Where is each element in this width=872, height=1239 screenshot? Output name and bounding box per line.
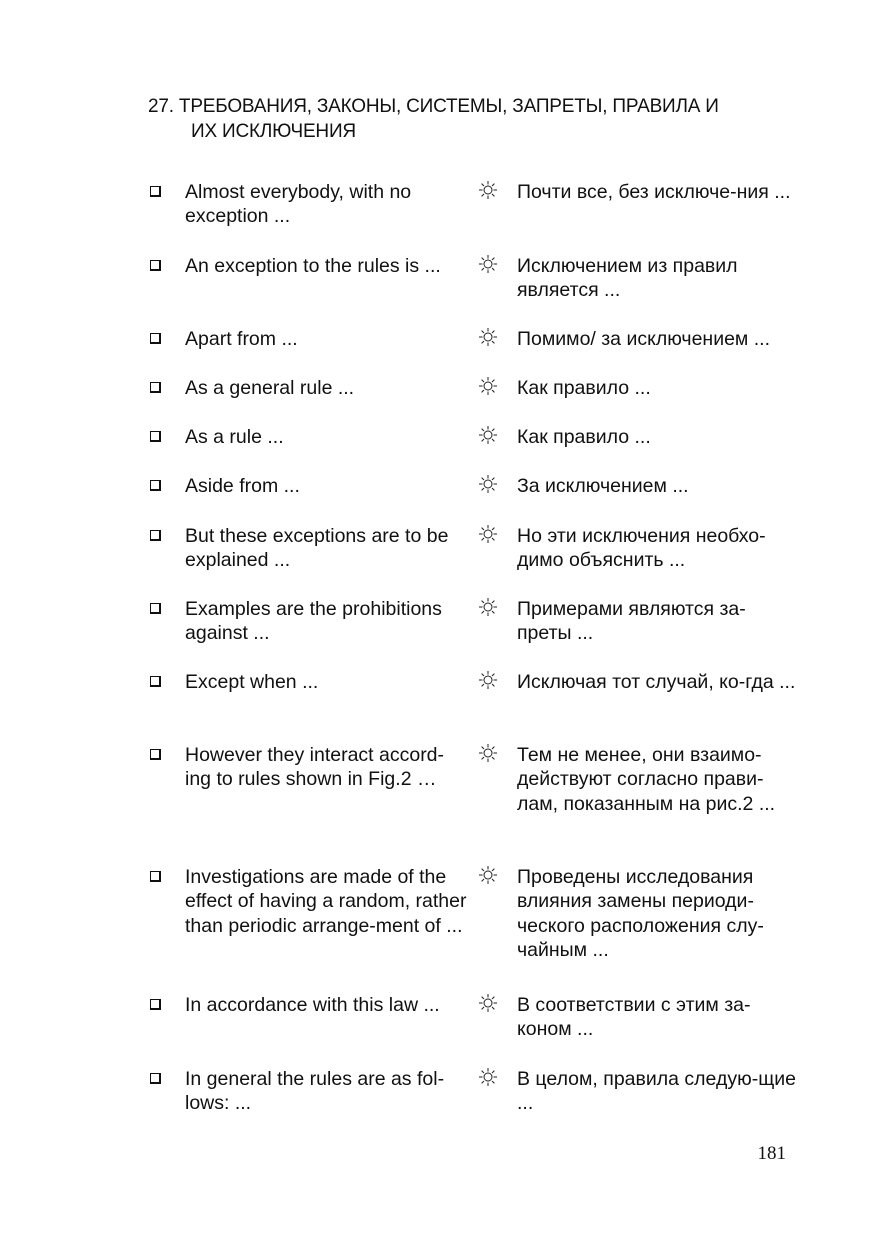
checkbox-icon xyxy=(150,431,161,442)
checkbox-icon xyxy=(150,999,161,1010)
checkbox-icon xyxy=(150,530,161,541)
sun-icon xyxy=(478,670,498,690)
section-title-line-1: ТРЕБОВАНИЯ, ЗАКОНЫ, СИСТЕМЫ, ЗАПРЕТЫ, ПРАВИЛА И xyxy=(178,96,719,117)
english-phrase: Aside from ... xyxy=(185,475,300,497)
checkbox-icon xyxy=(150,260,161,271)
sun-icon xyxy=(478,524,498,544)
sun-icon xyxy=(478,993,498,1013)
english-phrase: Examples are the prohibitions against ... xyxy=(185,598,442,645)
section-heading xyxy=(148,94,808,144)
sun-icon xyxy=(478,1067,498,1087)
russian-translation: В целом, правила следую-щие ... xyxy=(517,1068,796,1115)
english-phrase: In general the rules are as fol-lows: ... xyxy=(185,1068,445,1115)
russian-translation: Тем не менее, они взаимо-действуют согласно прави-лам, показанным на рис.2 ... xyxy=(517,744,776,815)
english-phrase: An exception to the rules is ... xyxy=(185,255,441,277)
sun-icon xyxy=(478,743,498,763)
section-title-line-2: ИХ ИСКЛЮЧЕНИЯ xyxy=(191,121,356,142)
english-phrase: But these exceptions are to be explained ... xyxy=(185,525,449,572)
russian-translation: Помимо/ за исключением ... xyxy=(517,328,771,350)
russian-translation: За исключением ... xyxy=(517,475,689,497)
sun-icon xyxy=(478,254,498,274)
english-phrase: In accordance with this law ... xyxy=(185,994,440,1016)
english-phrase: As a rule ... xyxy=(185,426,284,448)
english-phrase: Apart from ... xyxy=(185,328,298,350)
checkbox-icon xyxy=(150,480,161,491)
sun-icon xyxy=(478,865,498,885)
sun-icon xyxy=(478,180,498,200)
checkbox-icon xyxy=(150,382,161,393)
russian-translation: Исключая тот случай, ко-гда ... xyxy=(517,671,796,693)
russian-translation: Примерами являются за-преты ... xyxy=(517,598,746,645)
checkbox-icon xyxy=(150,749,161,760)
russian-translation: Проведены исследования влияния замены периоди-ческого расположения слу-чайным ... xyxy=(517,866,764,961)
russian-translation: Исключением из правил является ... xyxy=(517,255,738,302)
sun-icon xyxy=(478,376,498,396)
english-phrase: However they interact accord-ing to rules shown in Fig.2 … xyxy=(185,744,445,791)
checkbox-icon xyxy=(150,333,161,344)
checkbox-icon xyxy=(150,1073,161,1084)
page-number: 181 xyxy=(757,1143,786,1164)
checkbox-icon xyxy=(150,603,161,614)
section-number: 27. xyxy=(148,96,174,117)
sun-icon xyxy=(478,327,498,347)
russian-translation: Но эти исключения необхо-димо объяснить ... xyxy=(517,525,766,572)
checkbox-icon xyxy=(150,871,161,882)
checkbox-icon xyxy=(150,676,161,687)
sun-icon xyxy=(478,425,498,445)
sun-icon xyxy=(478,474,498,494)
english-phrase: As a general rule ... xyxy=(185,377,355,399)
russian-translation: Почти все, без исключе-ния ... xyxy=(517,181,791,203)
russian-translation: Как правило ... xyxy=(517,377,651,399)
russian-translation: В соответствии с этим за-коном ... xyxy=(517,994,751,1041)
russian-translation: Как правило ... xyxy=(517,426,651,448)
english-phrase: Almost everybody, with no exception ... xyxy=(185,181,412,228)
sun-icon xyxy=(478,597,498,617)
checkbox-icon xyxy=(150,186,161,197)
english-phrase: Except when ... xyxy=(185,671,319,693)
english-phrase: Investigations are made of the effect of having a random, rather than periodic arrange-ment of ... xyxy=(185,866,467,937)
